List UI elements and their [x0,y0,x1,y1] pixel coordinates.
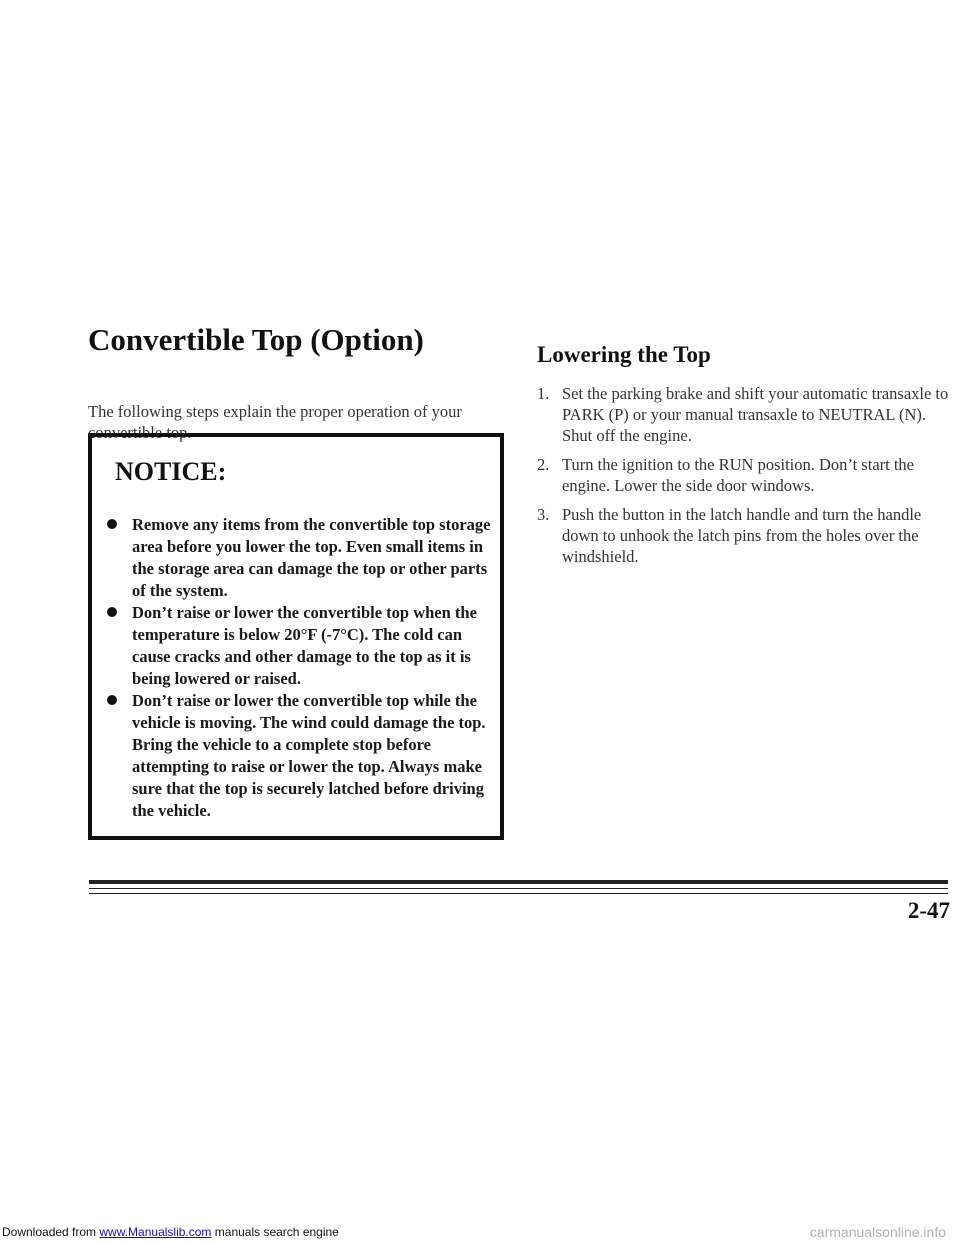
step-number: 1. [537,384,550,403]
notice-list [102,514,497,822]
page-number: 2-47 [907,898,950,923]
download-footer [2,1225,339,1239]
footer-suffix: manuals search engine [211,1225,339,1239]
watermark: carmanualsonline.info [809,1224,946,1240]
intro-paragraph: The following steps explain the proper operation of your convertible top. [88,401,462,442]
footer-rule-thin [89,888,948,889]
step-item [537,504,953,567]
bullet-icon [107,607,117,617]
notice-item-text: Don’t raise or lower the convertible top when the temperature is below 20°F (-7°C). The cold can cause cracks and other damage to the top as it is being lowered or raised. [132,603,477,688]
step-number: 2. [537,455,550,474]
notice-item [102,514,497,602]
step-item [537,383,953,446]
notice-title: NOTICE: [115,457,227,486]
notice-box [88,433,504,840]
step-number: 3. [537,505,550,524]
bullet-icon [107,519,117,529]
manualslib-link[interactable]: www.Manualslib.com [99,1225,212,1239]
step-text: Push the button in the latch handle and turn the handle down to unhook the latch pins from the holes over the windshield. [562,505,922,566]
step-text: Turn the ignition to the RUN position. Don’t start the engine. Lower the side door windows. [562,455,915,495]
footer-prefix: Downloaded from [2,1225,100,1239]
footer-rule-thin [89,893,948,894]
notice-item [102,690,497,822]
notice-item-text: Don’t raise or lower the convertible top while the vehicle is moving. The wind could damage the top. Bring the vehicle to a complete stop before attempting to raise or lower the top. Always make sure that the top is securely latched before driving the vehicle. [132,691,486,820]
section-title: Convertible Top (Option) [88,322,424,357]
steps-list [537,383,953,575]
step-text: Set the parking brake and shift your automatic transaxle to PARK (P) or your manual transaxle to NEUTRAL (N). Shut off the engine. [562,384,949,445]
subsection-title: Lowering the Top [537,342,711,367]
notice-item [102,602,497,690]
bullet-icon [107,695,117,705]
step-item [537,454,953,496]
footer-rule-thick [89,880,948,884]
notice-item-text: Remove any items from the convertible top storage area before you lower the top. Even small items in the storage area can damage the top or other parts of the system. [132,515,491,600]
